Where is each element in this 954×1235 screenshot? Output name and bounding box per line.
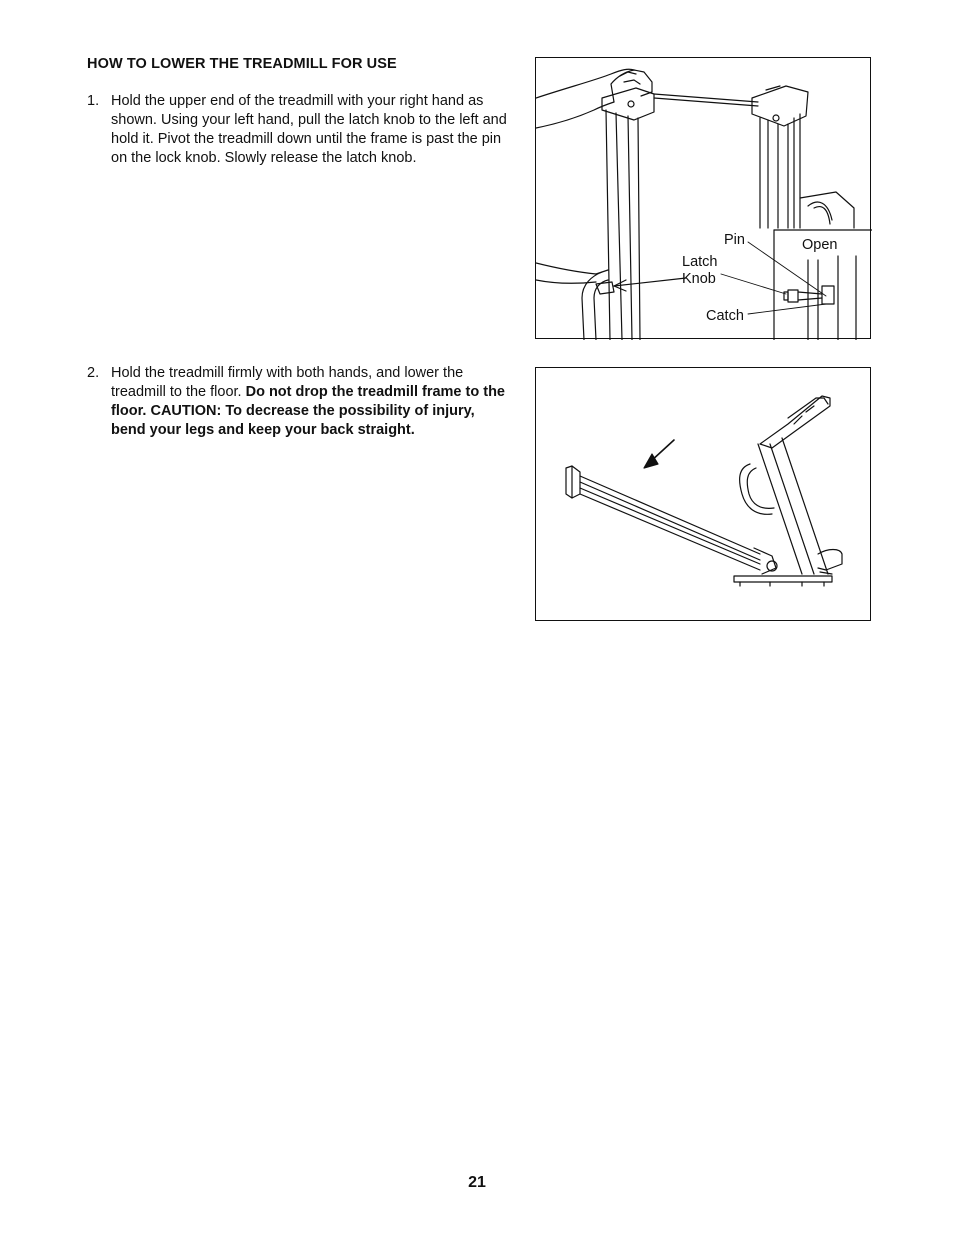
step-text: Hold the upper end of the treadmill with your right hand as shown. Using your left hand, pull the latch knob to the left and hold it. Pivot the treadmill down until the frame is past the pin on the lock knob. Slowly release the latch knob. (111, 93, 507, 166)
label-latch-line1: Latch (682, 254, 718, 270)
label-open: Open (802, 237, 838, 253)
label-latch-knob (682, 254, 717, 288)
step-1 (87, 92, 507, 168)
step-number: 2. (87, 365, 100, 381)
step-warning-text: Do not drop the treadmill frame to the floor. CAUTION: To decrease the possibility of injury, bend your legs and keep your back straight. (111, 384, 505, 438)
figure-lowering-treadmill (535, 367, 871, 621)
section-heading: HOW TO LOWER THE TREADMILL FOR USE (87, 56, 397, 72)
label-pin: Pin (724, 232, 745, 248)
step-number: 1. (87, 93, 100, 109)
label-latch-line2: Knob (682, 271, 716, 287)
page-number: 21 (468, 1174, 486, 1191)
step-2 (87, 364, 507, 440)
step-text: Hold the treadmill firmly with both hands, and lower the treadmill to the floor. (111, 365, 464, 400)
label-catch: Catch (706, 308, 744, 324)
figure-latch-knob (535, 57, 871, 339)
treadmill-upright-illustration (536, 58, 872, 340)
step-text-container (111, 364, 507, 440)
treadmill-lowering-illustration (536, 368, 872, 622)
